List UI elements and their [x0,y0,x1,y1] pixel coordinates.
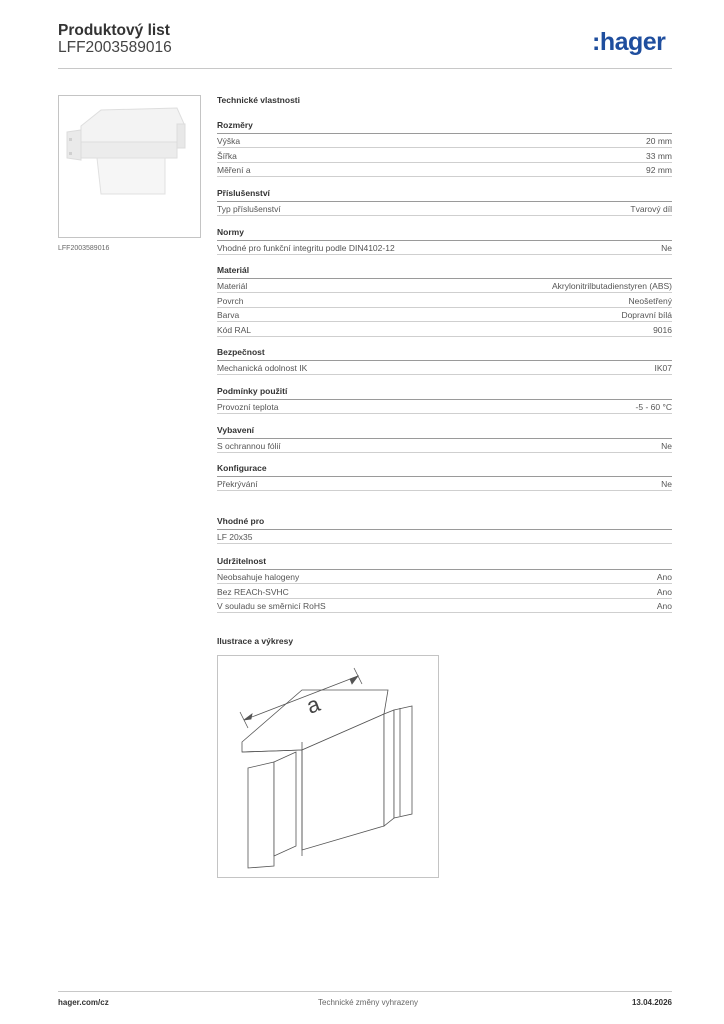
spec-value: Ne [661,243,672,253]
spec-label: Vhodné pro funkční integritu podle DIN4102-12 [217,243,395,253]
spec-row [217,149,672,163]
header-divider [58,68,672,69]
spec-row [217,241,672,255]
spec-row [217,585,672,599]
spec-label: Překrývání [217,479,258,489]
spec-label: Kód RAL [217,324,252,335]
spec-value: 9016 [653,324,672,335]
spec-row [217,308,672,322]
spec-value: Ne [661,479,672,489]
spec-label: Měření a [217,165,251,176]
section-title: Příslušenství [217,188,270,198]
section-title: Normy [217,227,244,237]
page-title: Produktový list [58,22,170,39]
section-title: Konfigurace [217,463,267,473]
section-title: Rozměry [217,120,253,130]
thumbnail-caption: LFF2003589016 [58,245,110,252]
spec-value: Ano [656,601,672,612]
section-title: Materiál [217,265,250,275]
spec-value: -5 - 60 °C [635,402,672,412]
spec-row [217,323,672,337]
spec-label: Provozní teplota [217,402,279,412]
spec-label: V souladu se směrnicí RoHS [217,601,326,612]
spec-label: Bez REACh-SVHC [217,586,289,597]
hager-logo: :hager [592,28,666,56]
spec-row [217,530,672,544]
spec-value: 33 mm [646,150,672,161]
footer-website-link[interactable]: hager.com/cz [58,998,109,1007]
product-thumbnail [58,95,201,238]
spec-value: Dopravní bílá [621,310,672,321]
spec-value: 20 mm [646,136,672,146]
section-title: Udržitelnost [217,556,267,566]
spec-label: LF 20x35 [217,532,253,542]
spec-value: Ano [656,586,672,597]
technical-drawing [217,655,439,878]
spec-row [217,439,672,453]
spec-row [217,400,672,414]
spec-label: Šířka [217,150,237,161]
spec-row [217,570,672,584]
section-title: Vhodné pro [217,516,265,526]
spec-row [217,134,672,148]
spec-label: Neobsahuje halogeny [217,572,300,582]
drawing-svg [218,656,438,877]
footer-date: 13.04.2026 [631,998,672,1007]
section-title: Bezpečnost [217,347,265,357]
spec-row [217,202,672,216]
spec-row [217,163,672,177]
spec-value: Akrylonitrilbutadienstyren (ABS) [552,281,672,291]
illustration-heading: Ilustrace a výkresy [217,636,294,646]
spec-label: Materiál [217,281,248,291]
spec-row [217,477,672,491]
spec-label: Výška [217,136,241,146]
spec-value: IK07 [654,363,672,373]
section-title: Podmínky použití [217,386,288,396]
spec-row [217,279,672,293]
product-render-image [59,96,200,237]
spec-label: Typ příslušenství [217,204,281,214]
spec-row [217,294,672,308]
spec-row [217,361,672,375]
product-code: LFF2003589016 [58,39,172,56]
spec-label: Mechanická odolnost IK [217,363,308,373]
spec-value: Ne [661,441,672,451]
spec-label: Povrch [217,295,244,306]
footer-note: Technické změny vyhrazeny [318,998,419,1007]
dimension-label: a [303,691,324,719]
spec-value: Tvarový díl [630,204,672,214]
spec-row [217,599,672,613]
spec-label: Barva [217,310,240,321]
spec-value: 92 mm [646,165,672,176]
spec-value: Ano [656,572,672,582]
section-title: Vybavení [217,425,255,435]
spec-value: Neošetřený [628,295,672,306]
footer-divider [58,991,672,992]
spec-label: S ochrannou fólií [217,441,281,451]
technical-properties-heading: Technické vlastnosti [217,95,300,105]
